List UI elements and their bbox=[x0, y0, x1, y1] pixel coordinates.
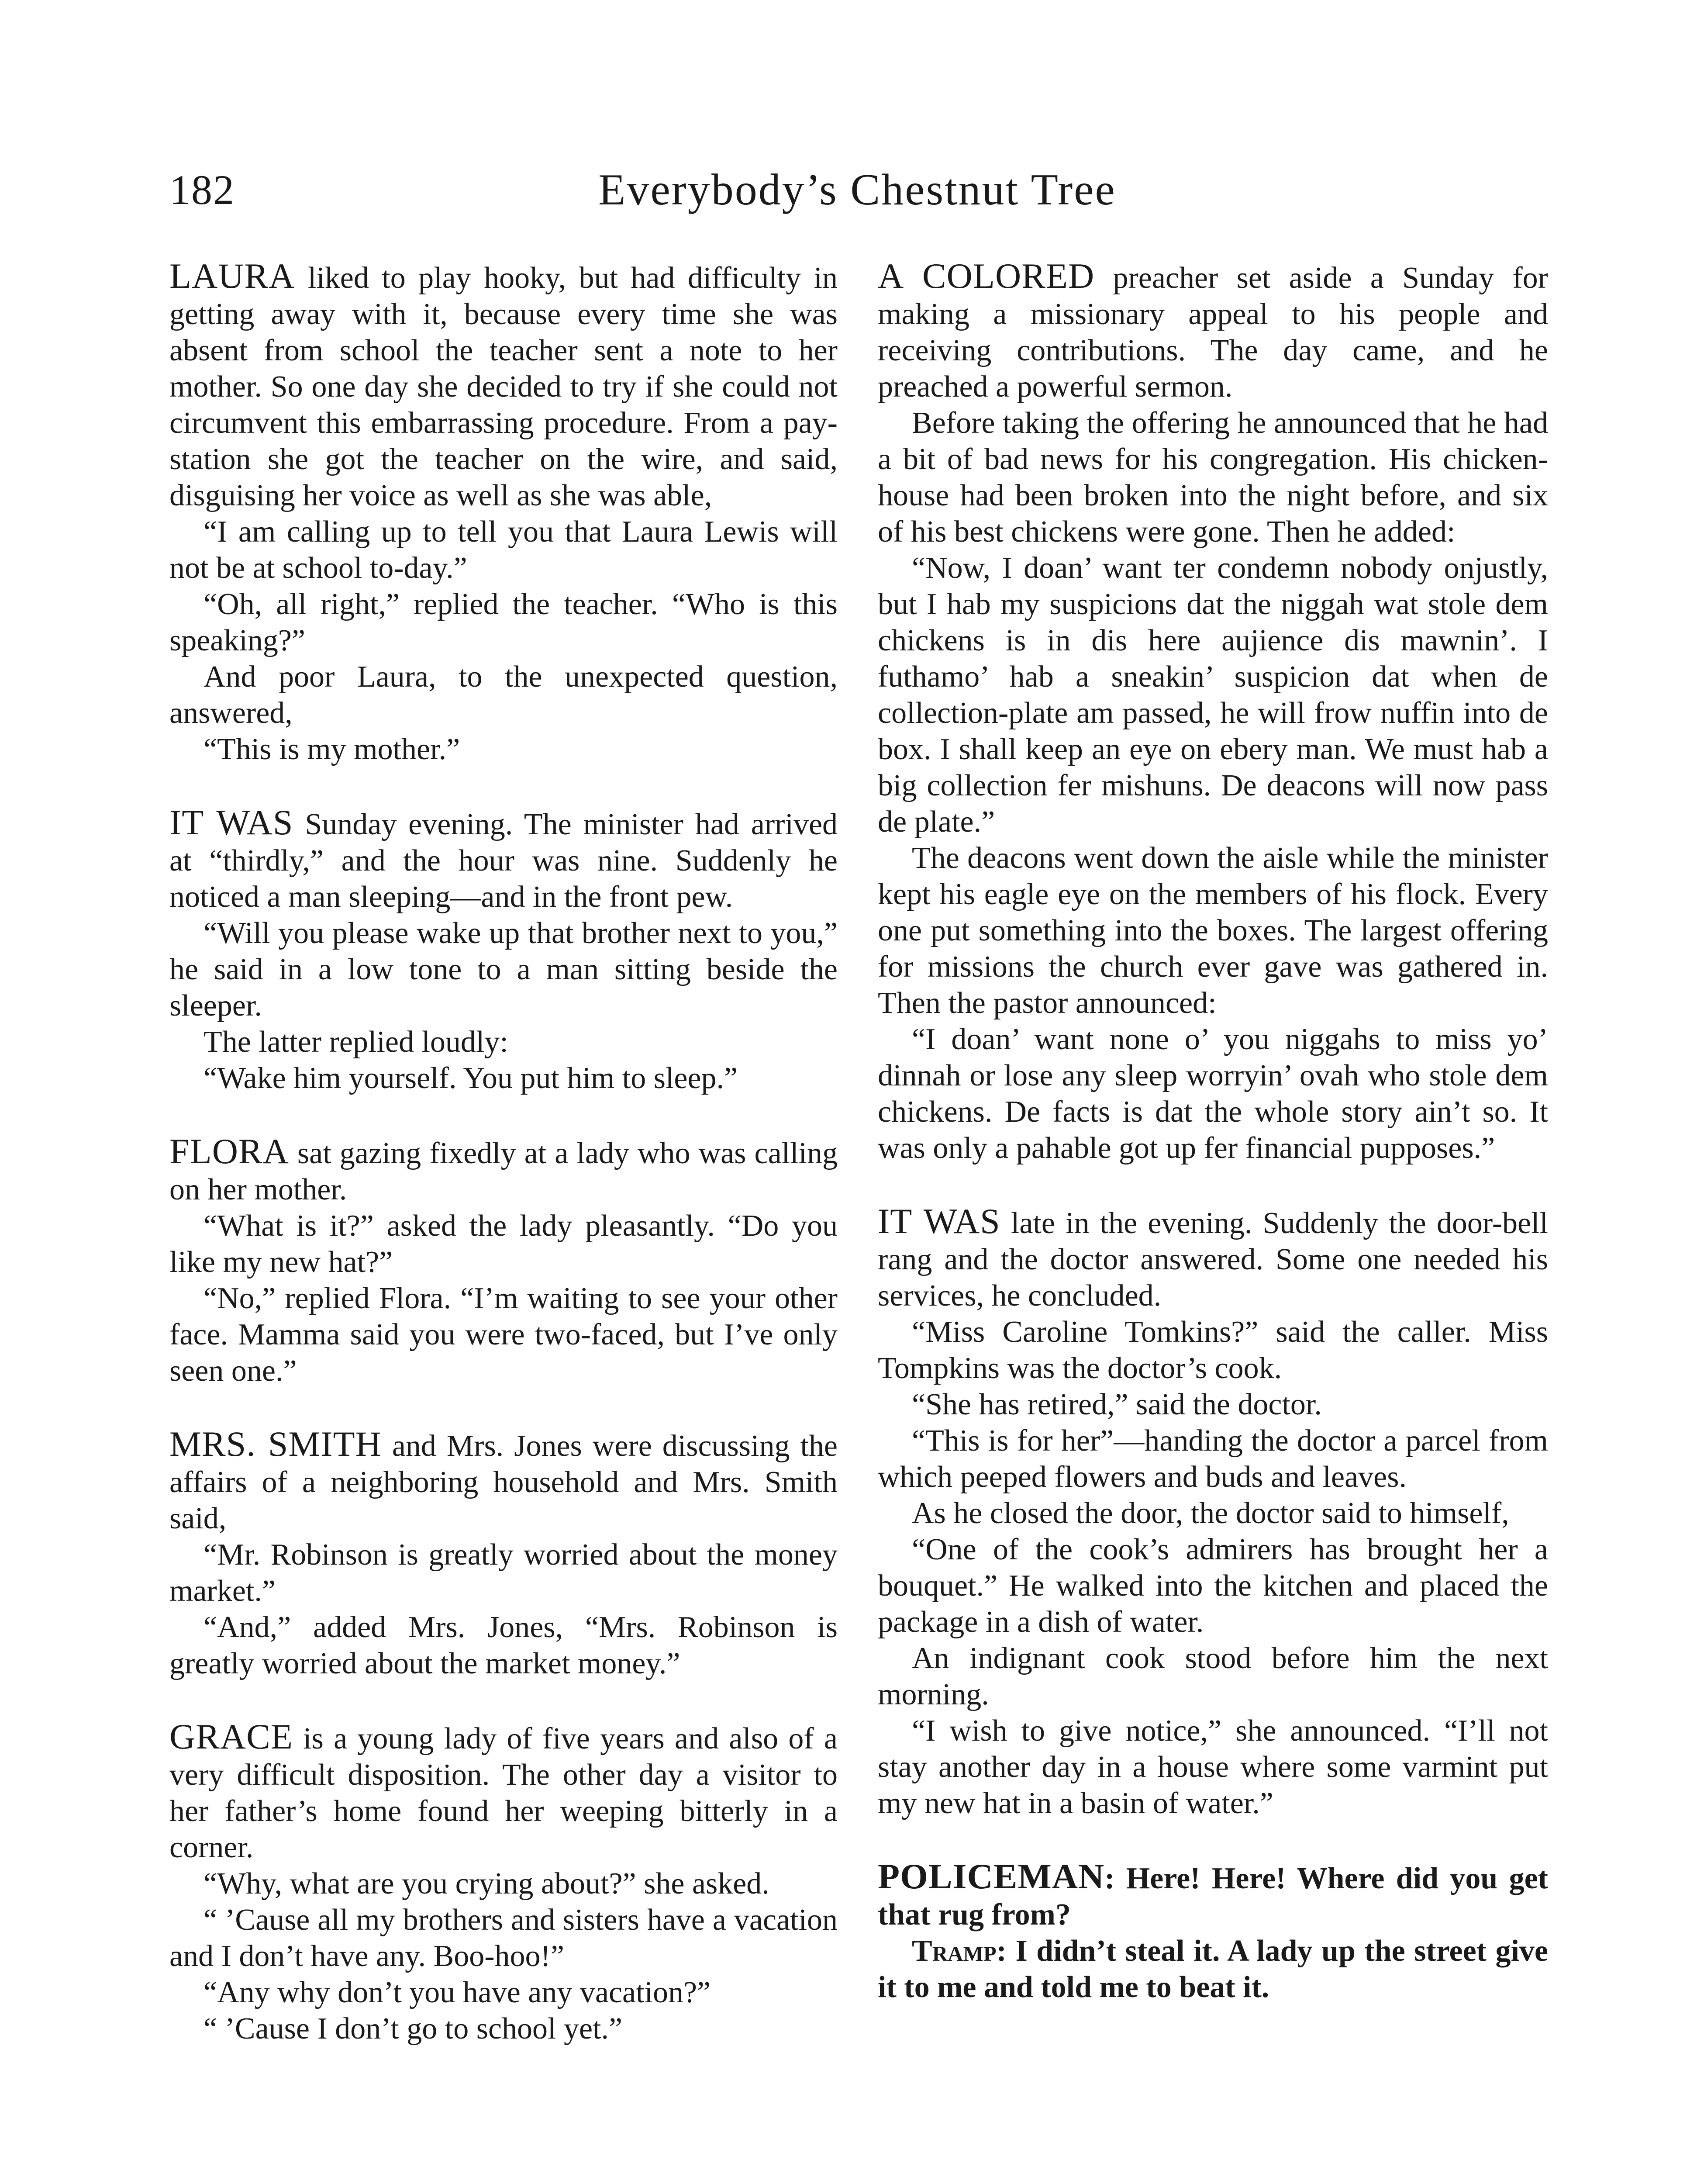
story-paragraph bbox=[169, 804, 838, 915]
story-paragraph bbox=[878, 258, 1548, 405]
story-lead: FLORA bbox=[169, 1131, 289, 1171]
story-paragraph: “I wish to give notice,” she announced. “I’ll not stay another day in a house where some varmint put my new hat in a basin of water.” bbox=[878, 1714, 1548, 1820]
story-grace bbox=[169, 1718, 838, 2047]
story-paragraph: “One of the cook’s admirers has brought her a bouquet.” He walked into the kitchen and placed the package in a dish of water. bbox=[878, 1533, 1548, 1639]
story-paragraph: “Any why don’t you have any vacation?” bbox=[204, 1976, 711, 2009]
story-paragraph bbox=[878, 1203, 1548, 1314]
story-paragraph bbox=[878, 1933, 1548, 2005]
story-paragraph: “No,” replied Flora. “I’m waiting to see your other face. Mamma said you were two-faced, but I’ve only seen one.” bbox=[169, 1282, 838, 1388]
story-paragraph: An indignant cook stood before him the next morning. bbox=[878, 1641, 1548, 1711]
story-paragraph: “I am calling up to tell you that Laura Lewis will not be at school to-day.” bbox=[169, 515, 838, 585]
reply-speaker: Tramp bbox=[912, 1934, 997, 1968]
page-header bbox=[169, 162, 1545, 227]
story-text: sat gazing fixedly at a lady who was calling on her mother. bbox=[169, 1137, 838, 1206]
story-paragraph bbox=[169, 1133, 838, 1208]
story-text: preacher set aside a Sunday for making a missionary appeal to his people and receiving contributions. The day came, and he preached a powerful sermon. bbox=[878, 261, 1548, 404]
story-paragraph: “Miss Caroline Tomkins?” said the caller. Miss Tompkins was the doctor’s cook. bbox=[878, 1315, 1548, 1385]
story-laura bbox=[169, 258, 838, 767]
story-paragraph bbox=[169, 1426, 838, 1537]
story-lead: POLICEMAN bbox=[878, 1856, 1105, 1896]
story-paragraph: Before taking the offering he announced that he had a bit of bad news for his congregation. His chicken-house had been broken into the night before, and six of his best chickens were gone. Then he added: bbox=[878, 406, 1548, 549]
story-lead: IT WAS bbox=[878, 1201, 1000, 1241]
story-lead: A COLORED bbox=[878, 256, 1095, 296]
story-paragraph: The deacons went down the aisle while the minister kept his eagle eye on the members of his flock. Every one put something into the boxes. The largest offering for missions the church ever gave was gathered in. Then the pastor announced: bbox=[878, 841, 1548, 1020]
story-paragraph bbox=[878, 1858, 1548, 1933]
page-number: 182 bbox=[169, 166, 235, 213]
story-paragraph: “ ’Cause I don’t go to school yet.” bbox=[204, 2012, 623, 2046]
story-paragraph: “Will you please wake up that brother next to you,” he said in a low tone to a man sitting beside the sleeper. bbox=[169, 916, 838, 1023]
story-sunday-sleeper bbox=[169, 804, 838, 1096]
story-lead: GRACE bbox=[169, 1717, 293, 1756]
story-text: liked to play hooky, but had difficulty in getting away with it, because every time she was absent from school the teacher sent a note to her mother. So one day she decided to try if she could not circumvent this embarrassing procedure. From a pay-station she got the teacher on the wire, and said, disguising her voice as well as she was able, bbox=[169, 261, 838, 512]
right-column bbox=[878, 258, 1548, 2042]
story-policeman-tramp bbox=[878, 1858, 1548, 2005]
story-text: : Here! Here! Where did you get that rug from? bbox=[878, 1862, 1548, 1932]
story-paragraph: “Wake him yourself. You put him to sleep.” bbox=[204, 1061, 738, 1095]
story-paragraph bbox=[169, 258, 838, 514]
story-paragraph: As he closed the door, the doctor said to himself, bbox=[912, 1496, 1509, 1530]
story-lead: IT WAS bbox=[169, 802, 293, 842]
story-lead: MRS. SMITH bbox=[169, 1424, 382, 1464]
story-paragraph: “ ’Cause all my brothers and sisters have a vacation and I don’t have any. Boo-hoo!” bbox=[169, 1903, 838, 1973]
story-text: late in the evening. Suddenly the door-bell rang and the doctor answered. Some one needed his services, he concluded. bbox=[878, 1206, 1549, 1313]
story-text: and Mrs. Jones were discussing the affairs of a neighboring household and Mrs. Smith said, bbox=[169, 1429, 838, 1535]
story-lead: LAURA bbox=[169, 256, 295, 296]
story-paragraph: “This is for her”—handing the doctor a parcel from which peeped flowers and buds and leaves. bbox=[878, 1424, 1548, 1494]
story-paragraph: “Why, what are you crying about?” she asked. bbox=[204, 1867, 769, 1901]
story-flora bbox=[169, 1133, 838, 1389]
story-paragraph: “Now, I doan’ want ter condemn nobody onjustly, but I hab my suspicions dat the niggah wat stole dem chickens is in dis here aujience dis mawnin’. I futhamo’ hab a sneakin’ suspicion dat when de collection-plate am passed, he will frow nuffin into de box. I shall keep an eye on ebery man. We must hab a big collection fer mishuns. De deacons will now pass de plate.” bbox=[878, 551, 1548, 839]
reply-text: : I didn’t steal it. A lady up the street give it to me and told me to beat it. bbox=[878, 1934, 1548, 2004]
story-paragraph bbox=[169, 1718, 838, 1866]
story-paragraph: “And,” added Mrs. Jones, “Mrs. Robinson is greatly worried about the market money.” bbox=[169, 1610, 838, 1680]
story-mrs-smith bbox=[169, 1426, 838, 1682]
story-paragraph: “I doan’ want none o’ you niggahs to miss yo’ dinnah or lose any sleep worryin’ ovah who stole dem chickens. De facts is dat the whole story ain’t so. It was only a pahable got up fer financial pupposes.” bbox=[878, 1023, 1548, 1165]
story-paragraph: “She has retired,” said the doctor. bbox=[912, 1388, 1322, 1421]
story-colored-preacher bbox=[878, 258, 1548, 1166]
story-paragraph: “What is it?” asked the lady pleasantly. “Do you like my new hat?” bbox=[169, 1209, 838, 1279]
left-column bbox=[169, 258, 838, 2084]
story-text: is a young lady of five years and also of a very difficult disposition. The other day a visitor to her father’s home found her weeping bitterly in a corner. bbox=[169, 1722, 838, 1864]
story-doctor-cook bbox=[878, 1203, 1548, 1821]
story-paragraph: The latter replied loudly: bbox=[204, 1025, 508, 1059]
story-paragraph: “Mr. Robinson is greatly worried about the money market.” bbox=[169, 1538, 838, 1608]
running-title: Everybody’s Chestnut Tree bbox=[598, 165, 1116, 214]
story-paragraph: And poor Laura, to the unexpected question, answered, bbox=[169, 660, 838, 730]
story-text: Sunday evening. The minister had arrived at “thirdly,” and the hour was nine. Suddenly he noticed a man sleeping—and in the front pew. bbox=[169, 808, 838, 914]
story-paragraph: “Oh, all right,” replied the teacher. “Who is this speaking?” bbox=[169, 587, 838, 657]
story-paragraph: “This is my mother.” bbox=[204, 733, 460, 766]
